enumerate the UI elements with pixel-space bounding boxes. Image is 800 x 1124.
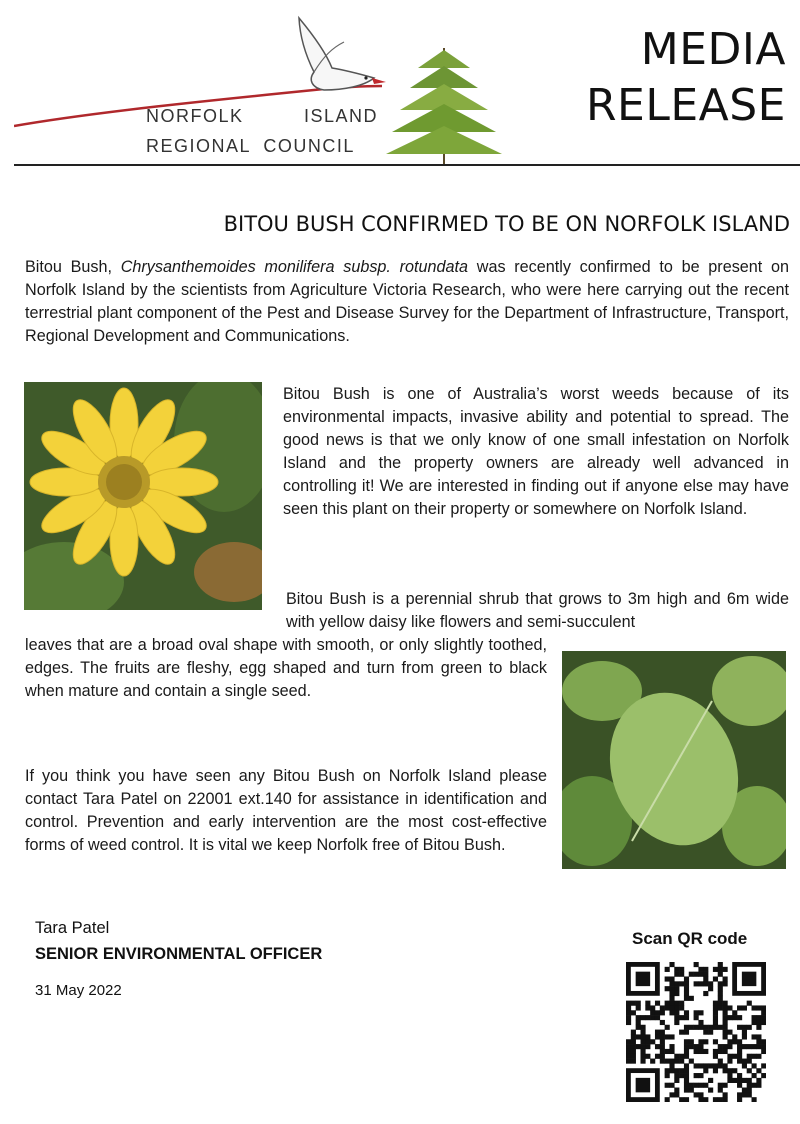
intro-rest: was recently confirmed to be present on Norfolk Island by the scientists from Agriculture Victoria Research, who were here carrying out the recent terrestrial plant component of the Pest and Disease Survey for the Department of Infrastructure, Transport, Regional Development and Communications. <box>25 258 789 345</box>
paragraph-contact: If you think you have seen any Bitou Bush on Norfolk Island please contact Tara Patel on 22001 ext.140 for assistance in identification and control. Prevention and early intervention are the most cost-effective forms of weed control. It is vital we keep Norfolk free of Bitou Bush. <box>25 767 547 854</box>
header-divider <box>14 164 800 166</box>
logo-text-norfolk: NORFOLK <box>146 106 244 126</box>
logo-text-island: ISLAND <box>304 106 379 126</box>
qr-code[interactable] <box>626 962 766 1102</box>
signatory-title: SENIOR ENVIRONMENTAL OFFICER <box>35 945 323 963</box>
paragraph-description-end: leaves that are a broad oval shape with smooth, or only slightly toothed, edges. The fruits are fleshy, egg shaped and turn from green to black when mature and contain a single seed. <box>25 636 547 700</box>
species-name: Chrysanthemoides monilifera subsp. rotundata <box>120 258 469 276</box>
tropicbird-icon <box>299 18 386 90</box>
media-release-title <box>586 22 786 134</box>
qr-caption: Scan QR code <box>632 929 748 948</box>
release-date: 31 May 2022 <box>35 982 122 999</box>
headline: BITOU BUSH CONFIRMED TO BE ON NORFOLK ISLAND <box>223 212 790 236</box>
intro-lead: Bitou Bush, <box>25 258 121 276</box>
signatory-name: Tara Patel <box>35 919 110 937</box>
paragraph-impacts: Bitou Bush is one of Australia’s worst weeds because of its environmental impacts, invasive ability and potential to spread. The good news is that we only know of one small infestation on Norfolk Island and the property owners are already well advanced in controlling it! We are interested in finding out if anyone else may have seen this plant on their property or somewhere on Norfolk Island. <box>283 385 789 518</box>
bitou-flower-photo <box>24 382 262 610</box>
title-line-release: RELEASE <box>585 80 786 131</box>
title-line-media: MEDIA <box>640 24 786 75</box>
paragraph-description-start: Bitou Bush is a perennial shrub that grows to 3m high and 6m wide with yellow daisy like flowers and semi-succulent <box>286 590 789 631</box>
council-logo <box>14 8 524 166</box>
logo-text-regional-council: REGIONAL COUNCIL <box>146 136 355 156</box>
bitou-leaf-photo <box>562 651 786 869</box>
qr-code-graphic <box>626 962 766 1102</box>
intro-paragraph <box>25 256 789 348</box>
norfolk-pine-icon <box>386 48 502 164</box>
